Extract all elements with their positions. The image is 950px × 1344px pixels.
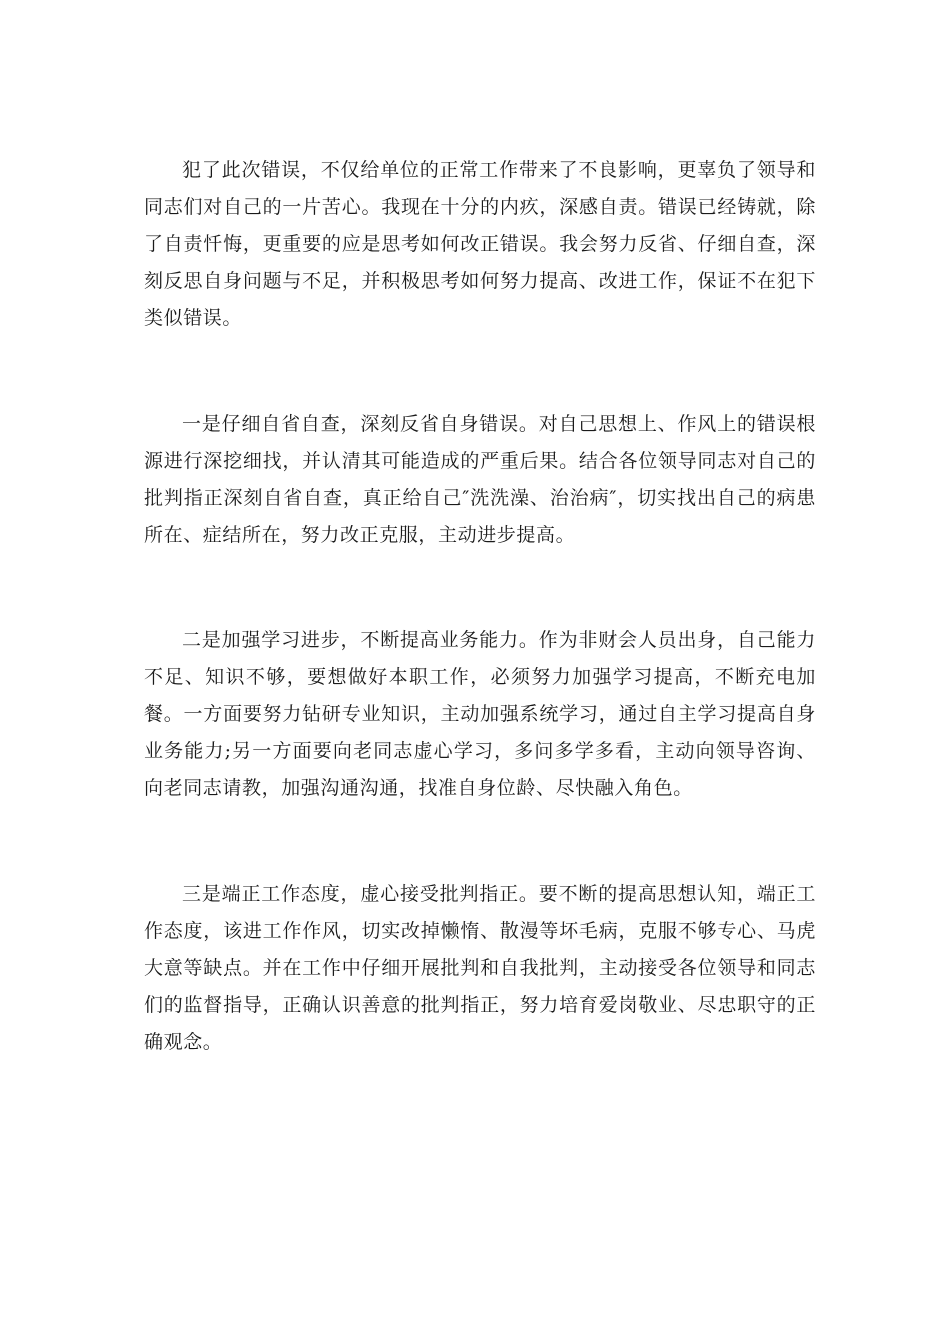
paragraph-point-two: 二是加强学习进步，不断提高业务能力。作为非财会人员出身，自己能力不足、知识不够，要想做好本职工作，必须努力加强学习提高，不断充电加餐。一方面要努力钻研专业知识，主动加强系统学习，通过自主学习提高自身业务能力;另一方面要向老同志虚心学习，多问多学多看，主动向领导咨询、向老同志请教，加强沟通沟通，找准自身位龄、尽快融入角色。 <box>144 629 816 799</box>
paragraph-point-one: 一是仔细自省自查，深刻反省自身错误。对自己思想上、作风上的错误根源进行深挖细找，并认清其可能造成的严重后果。结合各位领导同志对自己的批判指正深刻自省自查，真正给自己″洗洗澡、治治病″，切实找出自己的病患所在、症结所在，努力改正克服，主动进步提高。 <box>144 413 816 546</box>
paragraph-point-three: 三是端正工作态度，虚心接受批判指正。要不断的提高思想认知，端正工作态度，该进工作作风，切实改掉懒惰、散漫等坏毛病，克服不够专心、马虎大意等缺点。并在工作中仔细开展批判和自我批判，主动接受各位领导和同志们的监督指导，正确认识善意的批判指正，努力培育爱岗敬业、尽忠职守的正确观念。 <box>144 883 816 1053</box>
paragraph-intro: 犯了此次错误，不仅给单位的正常工作带来了不良影响，更辜负了领导和同志们对自己的一片苦心。我现在十分的内疚，深感自责。错误已经铸就，除了自责忏悔，更重要的应是思考如何改正错误。我会努力反省、仔细自查，深刻反思自身问题与不足，并积极思考如何努力提高、改进工作，保证不在犯下类似错误。 <box>144 159 816 329</box>
